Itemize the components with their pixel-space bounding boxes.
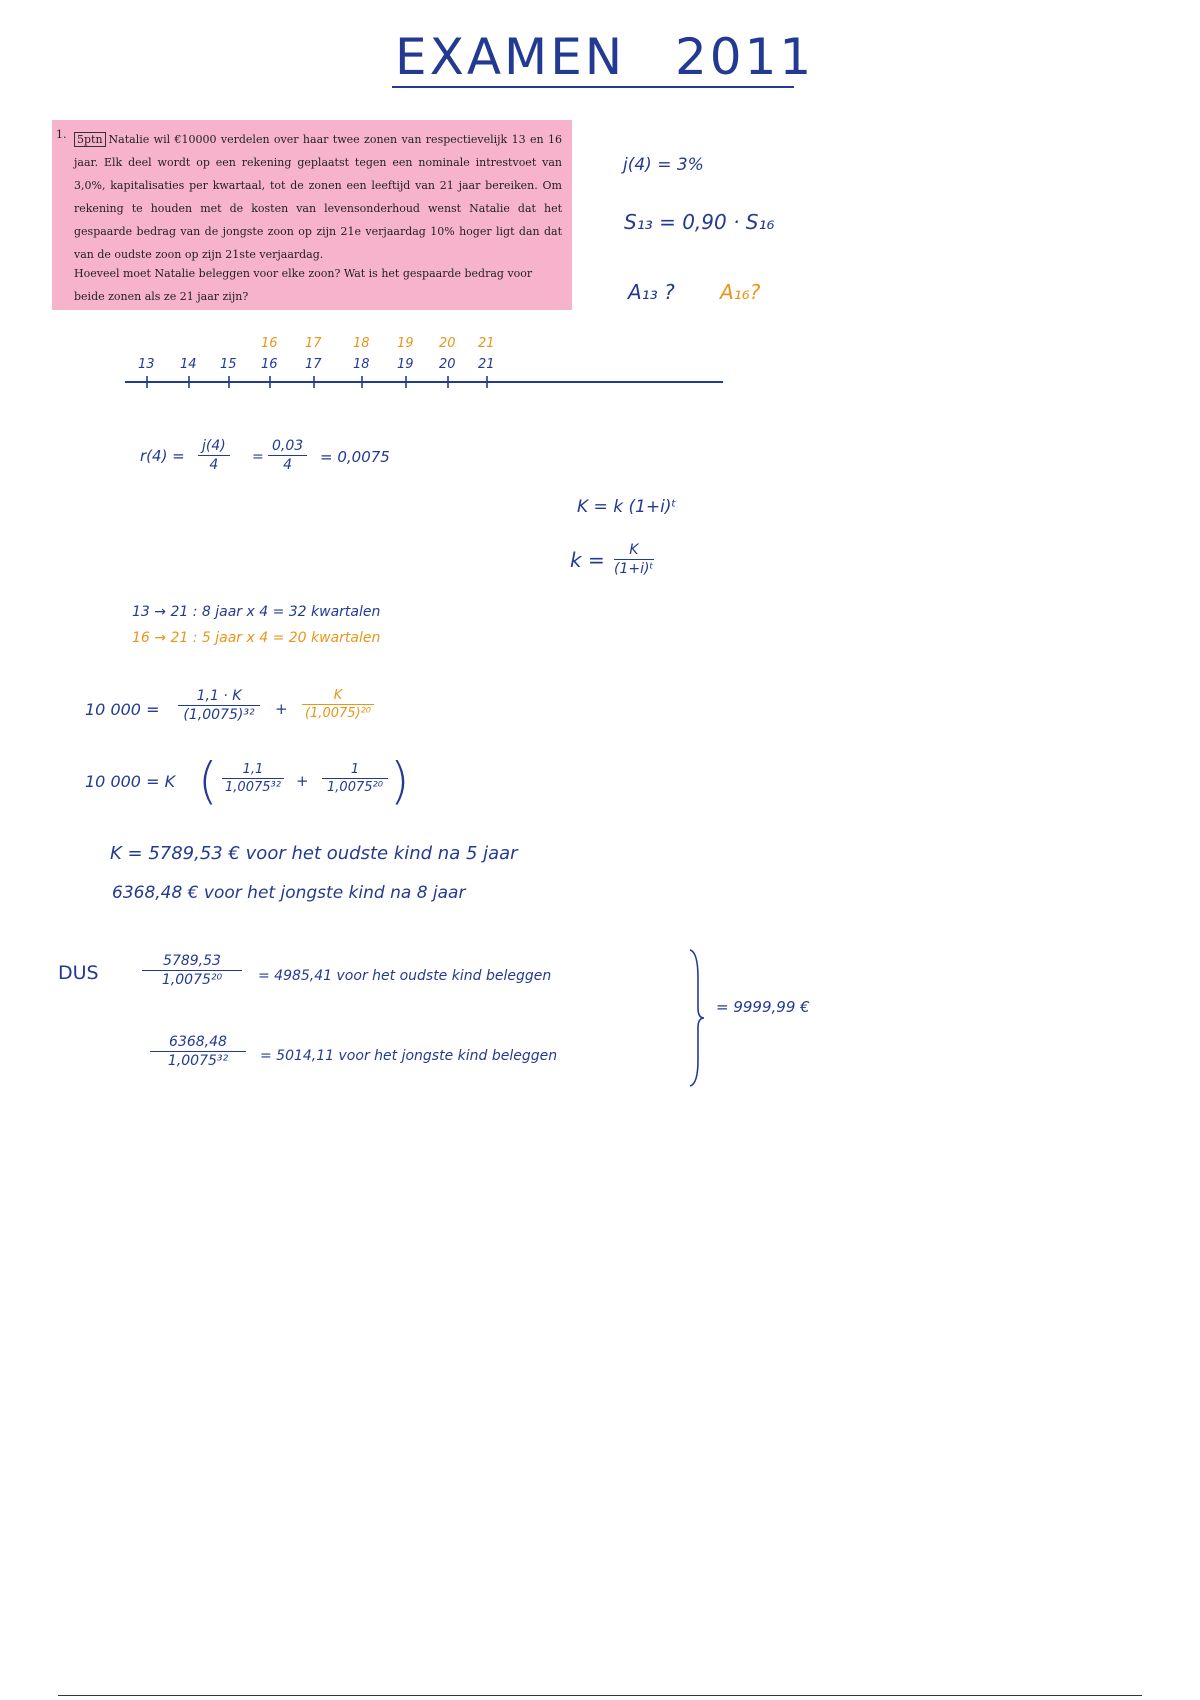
rate-fraction-2 — [268, 438, 307, 473]
title-word: EXAMEN — [395, 28, 626, 86]
equation1-lhs: 10 000 = — [85, 700, 160, 719]
problem-text — [74, 128, 562, 266]
timeline-label-top: 21 — [478, 336, 495, 351]
timeline-label-bottom: 16 — [261, 357, 278, 372]
formula-present-den: (1+i)ᵗ — [614, 561, 654, 577]
timeline-label-top: 20 — [439, 336, 456, 351]
timeline-label-bottom: 19 — [397, 357, 414, 372]
equation2-fraction-1 — [222, 762, 284, 795]
page-bottom-rule — [58, 1695, 1142, 1696]
conclusion-brace — [688, 948, 708, 1088]
equation2-lhs: 10 000 = K — [85, 772, 176, 791]
formula-future-value: K = k (1+i)ᵗ — [577, 497, 677, 517]
formula-present-fraction — [614, 542, 654, 577]
rate-result: = 0,0075 — [320, 448, 390, 466]
equation2-n2: 1 — [322, 762, 388, 779]
rate-lhs: r(4) = — [140, 447, 185, 465]
conclusion-r1-num: 5789,53 — [142, 953, 242, 971]
periods-line-1: 13 → 21 : 8 jaar x 4 = 32 kwartalen — [132, 604, 381, 620]
equation2-paren-open: ( — [198, 752, 218, 810]
equation2-fraction-2 — [322, 762, 388, 795]
timeline-label-bottom: 21 — [478, 357, 495, 372]
conclusion-total: = 9999,99 € — [716, 998, 810, 1016]
equation2-paren-close: ) — [390, 752, 410, 810]
formula-present-num: K — [614, 542, 654, 560]
conclusion-r2-den: 1,0075³² — [167, 1053, 229, 1069]
problem-body: Natalie wil €10000 verdelen over haar twee zonen van respectievelijk 13 en 16 jaar. Elk deel wordt op een rekening geplaatst tegen een nominale intrestvoet van 3,0%, kapitalisaties per kwartaal, tot de zonen een leeftijd van 21 jaar bereiken. Om rekening te houden met de kosten van levensonderhoud wenst Natalie dat het gespaarde bedrag van de jongste zoon op zijn 21e verjaardag 10% hoger ligt dan dat van de oudste zoon op zijn 21ste verjaardag. — [74, 133, 562, 261]
conclusion-row-2-text: = 5014,11 voor het jongste kind beleggen — [260, 1048, 558, 1064]
timeline-label-bottom: 17 — [305, 357, 322, 372]
rate-f1-den: 4 — [209, 457, 219, 473]
equation1-fraction-1 — [178, 688, 260, 723]
title-year: 2011 — [675, 28, 815, 86]
equation1-d2: (1,0075)²⁰ — [304, 706, 372, 721]
problem-question: Hoeveel moet Natalie beleggen voor elke zoon? Wat is het gespaarde bedrag voor beide zonen als ze 21 jaar zijn? — [74, 267, 533, 303]
points-box: 5ptn — [74, 132, 106, 147]
page-title — [395, 28, 815, 90]
equation1-n2: K — [302, 688, 374, 705]
timeline-label-bottom: 15 — [220, 357, 237, 372]
conclusion-r1-den: 1,0075²⁰ — [161, 972, 223, 988]
equation2-d1: 1,0075³² — [225, 780, 281, 795]
formula-present-lhs: k = — [570, 548, 605, 572]
result-line-1: K = 5789,53 € voor het oudste kind na 5 jaar — [110, 843, 518, 864]
equation1-plus: + — [275, 700, 288, 718]
note-j4: j(4) = 3% — [623, 155, 704, 175]
equation1-n1: 1,1 · K — [178, 688, 260, 706]
rate-f2-den: 4 — [283, 457, 293, 473]
conclusion-fraction-2 — [150, 1034, 246, 1069]
rate-f1-num: j(4) — [198, 438, 230, 456]
timeline-label-bottom: 13 — [138, 357, 155, 372]
rate-f2-num: 0,03 — [268, 438, 307, 456]
equation1-fraction-2 — [302, 688, 374, 721]
timeline-label-top: 18 — [353, 336, 370, 351]
note-s-relation: S₁₃ = 0,90 · S₁₆ — [624, 210, 775, 234]
timeline-label-top: 17 — [305, 336, 322, 351]
conclusion-fraction-1 — [142, 953, 242, 988]
rate-equals: = — [252, 449, 264, 465]
result-line-2: 6368,48 € voor het jongste kind na 8 jaar — [112, 883, 466, 903]
note-a13: A₁₃ ? — [628, 280, 675, 304]
conclusion-r2-num: 6368,48 — [150, 1034, 246, 1052]
conclusion-label: DUS — [58, 962, 99, 984]
note-a16: A₁₆? — [720, 280, 761, 304]
timeline-label-bottom: 14 — [180, 357, 197, 372]
timeline-label-bottom: 20 — [439, 357, 456, 372]
equation2-plus: + — [296, 772, 309, 790]
equation2-d2: 1,0075²⁰ — [327, 780, 383, 795]
timeline-label-top: 19 — [397, 336, 414, 351]
problem-number: 1. — [56, 128, 67, 141]
periods-line-2: 16 → 21 : 5 jaar x 4 = 20 kwartalen — [132, 630, 381, 646]
problem-statement — [52, 120, 572, 310]
conclusion-row-1-text: = 4985,41 voor het oudste kind beleggen — [258, 968, 552, 984]
equation2-n1: 1,1 — [222, 762, 284, 779]
equation1-d1: (1,0075)³² — [183, 707, 255, 723]
timeline-label-bottom: 18 — [353, 357, 370, 372]
rate-fraction-1 — [198, 438, 230, 473]
title-underline — [392, 86, 794, 88]
timeline-label-top: 16 — [261, 336, 278, 351]
